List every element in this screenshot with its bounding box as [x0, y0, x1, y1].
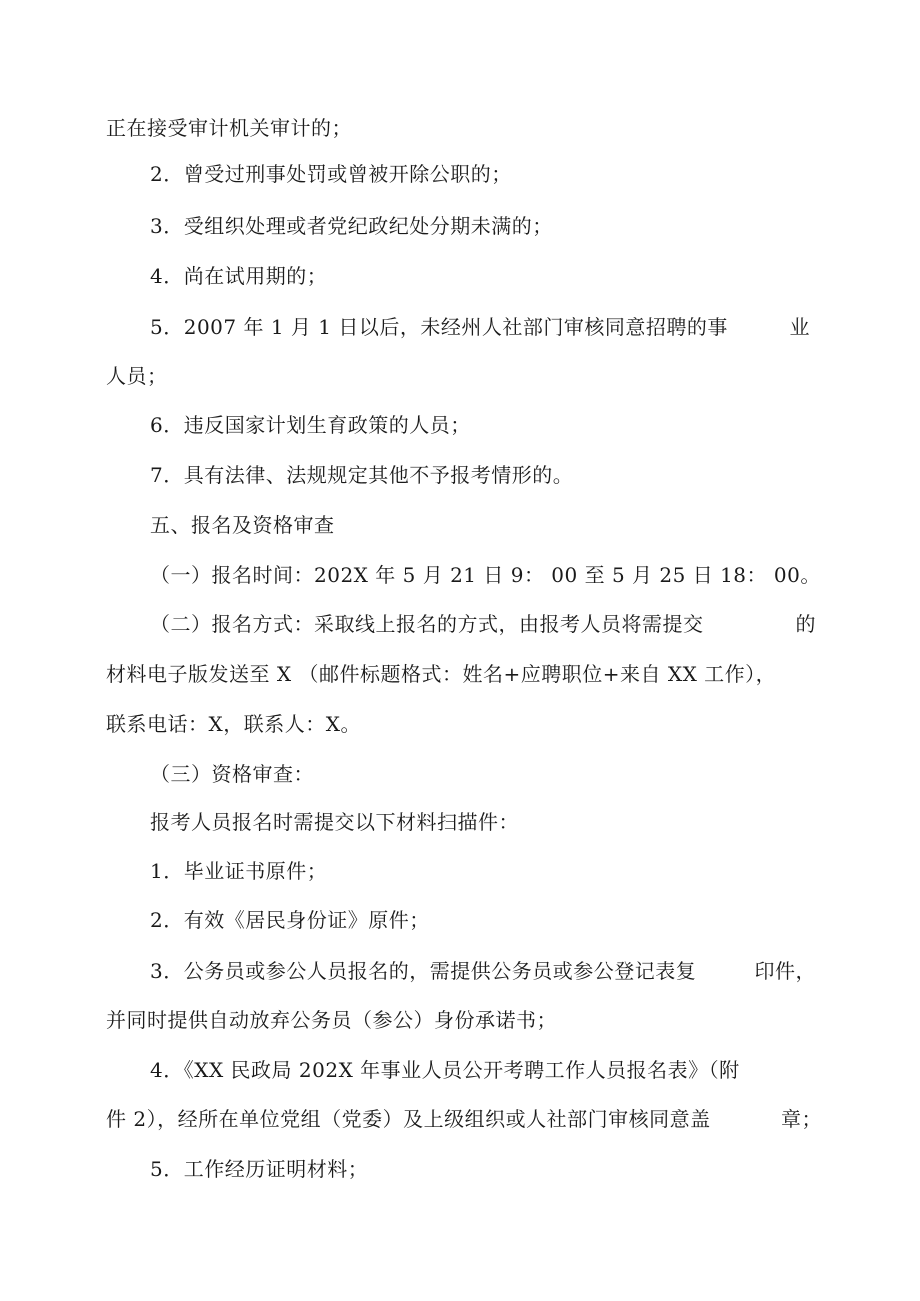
- text-line-materials-intro: 报考人员报名时需提交以下材料扫描件：: [150, 810, 519, 834]
- text-segment: 章；: [781, 1107, 822, 1131]
- text-line-registration-method: [150, 610, 816, 638]
- text-segment: 3．公务员或参公人员报名的，需提供公务员或参公登记表复: [150, 959, 697, 983]
- list-item-civil-servant: [150, 957, 816, 985]
- list-item-recruitment: [150, 313, 810, 341]
- list-item-other-cases: 7．具有法律、法规规定其他不予报考情形的。: [150, 463, 574, 487]
- text-line-continuation: 并同时提供自动放弃公务员（参公）身份承诺书；: [106, 1008, 557, 1032]
- text-segment: 业: [789, 315, 810, 339]
- text-line-contact: 联系电话：X，联系人：X。: [106, 712, 361, 736]
- text-segment: 件 2），经所在单位党组（党委）及上级组织或人社部门审核同意盖: [106, 1107, 711, 1131]
- subheading-qualification-review: （三）资格审查：: [150, 762, 314, 786]
- list-item-diploma: 1．毕业证书原件；: [150, 859, 328, 883]
- list-item-work-experience: 5．工作经历证明材料；: [150, 1157, 369, 1181]
- text-segment: 的: [795, 612, 816, 636]
- list-item-family-planning: 6．违反国家计划生育政策的人员；: [150, 413, 471, 437]
- section-heading: 五、报名及资格审查: [150, 513, 335, 537]
- text-segment: 印件，: [754, 959, 816, 983]
- text-line-continuation: 人员；: [106, 364, 168, 388]
- text-line-email-format: 材料电子版发送至 X （邮件标题格式：姓名+应聘职位+来自 XX 工作），: [106, 662, 777, 686]
- list-item-registration-form: 4．《XX 民政局 202X 年事业人员公开考聘工作人员报名表》（附: [150, 1058, 740, 1082]
- text-segment: 5．2007 年 1 月 1 日以后，未经州人社部门审核同意招聘的事: [150, 315, 728, 339]
- text-segment: （二）报名方式：采取线上报名的方式，由报考人员将需提交: [150, 612, 704, 636]
- text-line-registration-time: （一）报名时间：202X 年 5 月 21 日 9： 00 至 5 月 25 日 18： 00。: [150, 563, 821, 587]
- list-item-criminal-record: 2．曾受过刑事处罚或曾被开除公职的；: [150, 162, 512, 186]
- text-line-continuation: [106, 1105, 822, 1133]
- list-item-id-card: 2．有效《居民身份证》原件；: [150, 908, 430, 932]
- list-item-probation: 4．尚在试用期的；: [150, 264, 328, 288]
- list-item-discipline: 3．受组织处理或者党纪政纪处分期未满的；: [150, 214, 553, 238]
- text-line-audit: 正在接受审计机关审计的；: [106, 116, 352, 140]
